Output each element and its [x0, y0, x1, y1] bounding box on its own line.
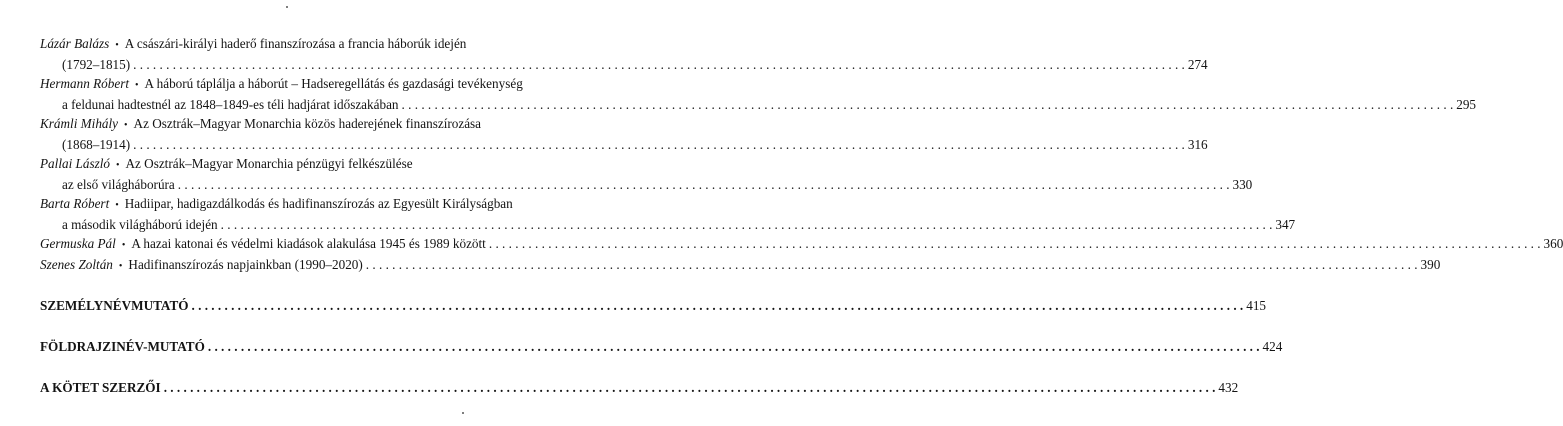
- dot-leader: [178, 175, 1230, 194]
- dot-leader: [366, 255, 1418, 274]
- toc-entry[interactable]: [40, 234, 1563, 255]
- toc-entry[interactable]: [40, 34, 1208, 74]
- toc-entry[interactable]: [40, 154, 1253, 194]
- toc-section-name-index[interactable]: [40, 296, 1266, 315]
- dot-leader: [133, 55, 1185, 74]
- toc-entry[interactable]: [40, 114, 1208, 154]
- section-title: FÖLDRAJZINÉV-MUTATÓ: [40, 339, 205, 354]
- bullet-icon: •: [124, 120, 128, 131]
- dot-leader: [402, 95, 1454, 114]
- entry-title-continued: (1868–1914): [62, 137, 131, 152]
- entry-title: Az Osztrák–Magyar Monarchia közös haderejének finanszírozása: [133, 116, 482, 131]
- entry-author: Germuska Pál: [40, 236, 116, 251]
- toc-entry[interactable]: [40, 255, 1441, 276]
- entry-title-continued: (1792–1815): [62, 57, 131, 72]
- entry-title-continued: a második világháború idején: [62, 217, 218, 232]
- toc-section-place-index[interactable]: [40, 337, 1283, 356]
- entry-title: Az Osztrák–Magyar Monarchia pénzügyi felkészülése: [125, 156, 413, 171]
- entry-author: Krámli Mihály: [40, 116, 119, 131]
- scan-speck: [462, 412, 464, 414]
- section-page-number: 424: [1262, 339, 1283, 354]
- dot-leader: [489, 234, 1541, 253]
- entry-author: Barta Róbert: [40, 196, 110, 211]
- scan-speck: [286, 6, 288, 8]
- entry-page-number: 295: [1456, 97, 1477, 112]
- bullet-icon: •: [115, 40, 119, 51]
- table-of-contents: [40, 34, 1563, 397]
- entry-title: A hazai katonai és védelmi kiadások alakulása 1945 és 1989 között: [131, 236, 486, 251]
- entry-page-number: 360: [1543, 236, 1563, 251]
- dot-leader: [133, 135, 1185, 154]
- bullet-icon: •: [118, 261, 123, 272]
- dot-leader: [208, 337, 1260, 356]
- entry-title-continued: az első világháborúra: [62, 177, 175, 192]
- entry-author: Hermann Róbert: [40, 76, 130, 91]
- entry-author: Lázár Balázs: [40, 36, 110, 51]
- entry-page-number: 390: [1420, 257, 1441, 272]
- dot-leader: [164, 378, 1216, 397]
- entry-page-number: 330: [1232, 177, 1253, 192]
- entry-title: Hadifinanszírozás napjainkban (1990–2020): [128, 257, 363, 272]
- toc-section-authors[interactable]: [40, 378, 1239, 397]
- entry-title-continued: a feldunai hadtestnél az 1848–1849-es téli hadjárat időszakában: [62, 97, 399, 112]
- section-title: A KÖTET SZERZŐI: [40, 380, 161, 395]
- section-page-number: 432: [1218, 380, 1239, 395]
- entry-author: Szenes Zoltán: [40, 257, 113, 272]
- entry-page-number: 316: [1187, 137, 1208, 152]
- entry-title: A császári-királyi haderő finanszírozása a francia háborúk idején: [124, 36, 467, 51]
- toc-entry[interactable]: [40, 74, 1477, 114]
- entry-title: Hadiipar, hadigazdálkodás és hadifinanszírozás az Egyesült Királyságban: [124, 196, 513, 211]
- dot-leader: [221, 215, 1273, 234]
- dot-leader: [192, 296, 1244, 315]
- bullet-icon: •: [115, 160, 120, 171]
- entry-title: A háború táplálja a háborút – Hadseregellátás és gazdasági tevékenység: [144, 76, 523, 91]
- bullet-icon: •: [115, 200, 119, 211]
- bullet-icon: •: [135, 80, 139, 91]
- section-page-number: 415: [1246, 298, 1266, 313]
- entry-author: Pallai László: [40, 156, 110, 171]
- entry-page-number: 347: [1275, 217, 1296, 232]
- section-title: SZEMÉLYNÉVMUTATÓ: [40, 298, 189, 313]
- bullet-icon: •: [121, 240, 126, 251]
- toc-entry[interactable]: [40, 194, 1296, 234]
- entry-page-number: 274: [1187, 57, 1208, 72]
